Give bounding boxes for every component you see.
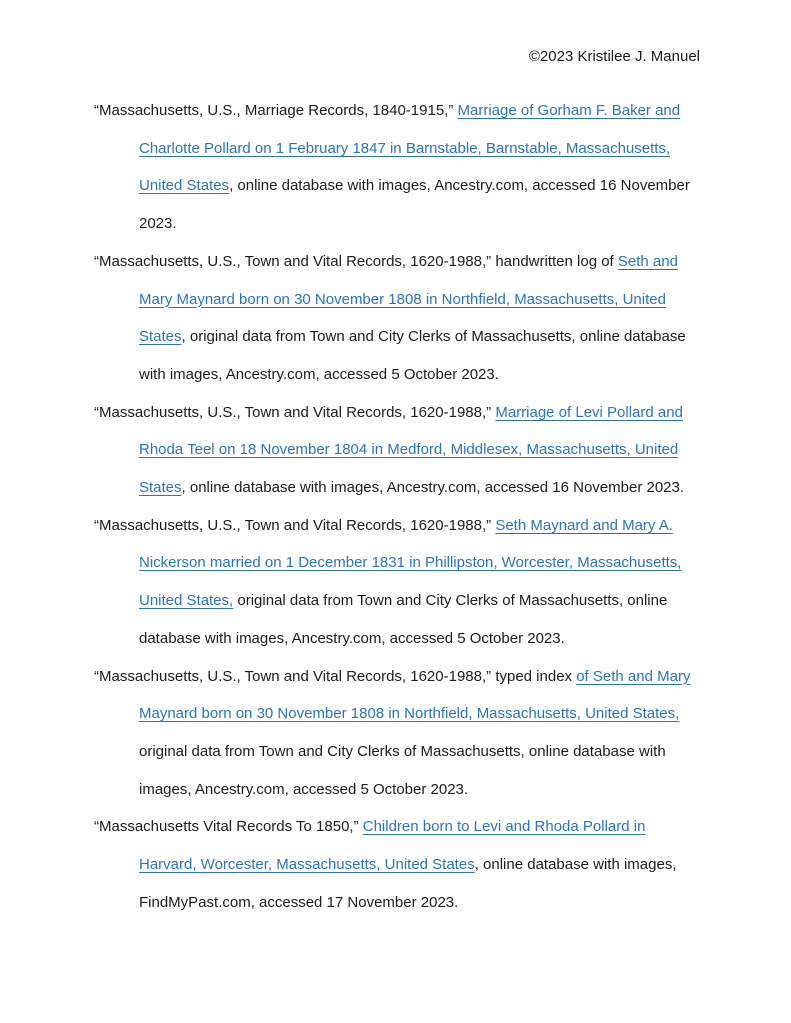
citation-text: original data from Town and City Clerks of Massachusetts, online database with images, Ancestry.com, accessed 5 October 2023.	[139, 742, 666, 798]
citation-text: “Massachusetts Vital Records To 1850,”	[94, 818, 363, 836]
citation-link[interactable]: Marriage of Gorham F. Baker and Charlotte Pollard on 1 February 1847 in Barnstable, Barnstable, Massachusetts, United States	[139, 102, 681, 195]
citation-text: “Massachusetts, U.S., Marriage Records, 1840-1915,”	[94, 102, 458, 119]
citation-entry	[94, 243, 700, 394]
citation-text: , original data from Town and City Clerks of Massachusetts, online database with images, Ancestry.com, accessed 5 October 2023.	[139, 328, 686, 383]
citation-text: “Massachusetts, U.S., Town and Vital Records, 1620-1988,”	[94, 516, 496, 534]
citation-text: “Massachusetts, U.S., Town and Vital Records, 1620-1988,” handwritten log of	[94, 252, 618, 270]
citation-entry	[94, 658, 700, 809]
citation-link[interactable]: Seth and Mary Maynard born on 30 November 1808 in Northfield, Massachusetts, United States	[139, 252, 678, 346]
citation-link[interactable]: Children born to Levi and Rhoda Pollard in Harvard, Worcester, Massachusetts, United States	[139, 818, 646, 874]
citations-list	[94, 92, 700, 921]
citation-link[interactable]: Marriage of Levi Pollard and Rhoda Teel on 18 November 1804 in Medford, Middlesex, Massachusetts, United States	[139, 403, 683, 497]
citation-text: original data from Town and City Clerks of Massachusetts, online database with images, Ancestry.com, accessed 5 October 2023.	[139, 592, 668, 647]
copyright-header: ©2023 Kristilee J. Manuel	[528, 48, 700, 65]
citation-text: “Massachusetts, U.S., Town and Vital Records, 1620-1988,” typed index	[94, 667, 577, 685]
citation-entry	[94, 507, 700, 658]
citation-text: , online database with images, Ancestry.com, accessed 16 November 2023.	[181, 479, 685, 497]
citation-text: , online database with images, Ancestry.com, accessed 16 November 2023.	[139, 177, 690, 233]
citation-entry	[94, 92, 700, 243]
citation-link[interactable]: of Seth and Mary Maynard born on 30 November 1808 in Northfield, Massachusetts, United States,	[139, 667, 691, 723]
citation-link[interactable]: Seth Maynard and Mary A. Nickerson married on 1 December 1831 in Phillipston, Worcester, Massachusetts, United States,	[139, 516, 682, 610]
citation-text: , online database with images, FindMyPast.com, accessed 17 November 2023.	[139, 856, 677, 911]
citation-entry	[94, 808, 700, 921]
citation-entry	[94, 394, 700, 507]
citation-text: “Massachusetts, U.S., Town and Vital Records, 1620-1988,”	[94, 403, 496, 421]
